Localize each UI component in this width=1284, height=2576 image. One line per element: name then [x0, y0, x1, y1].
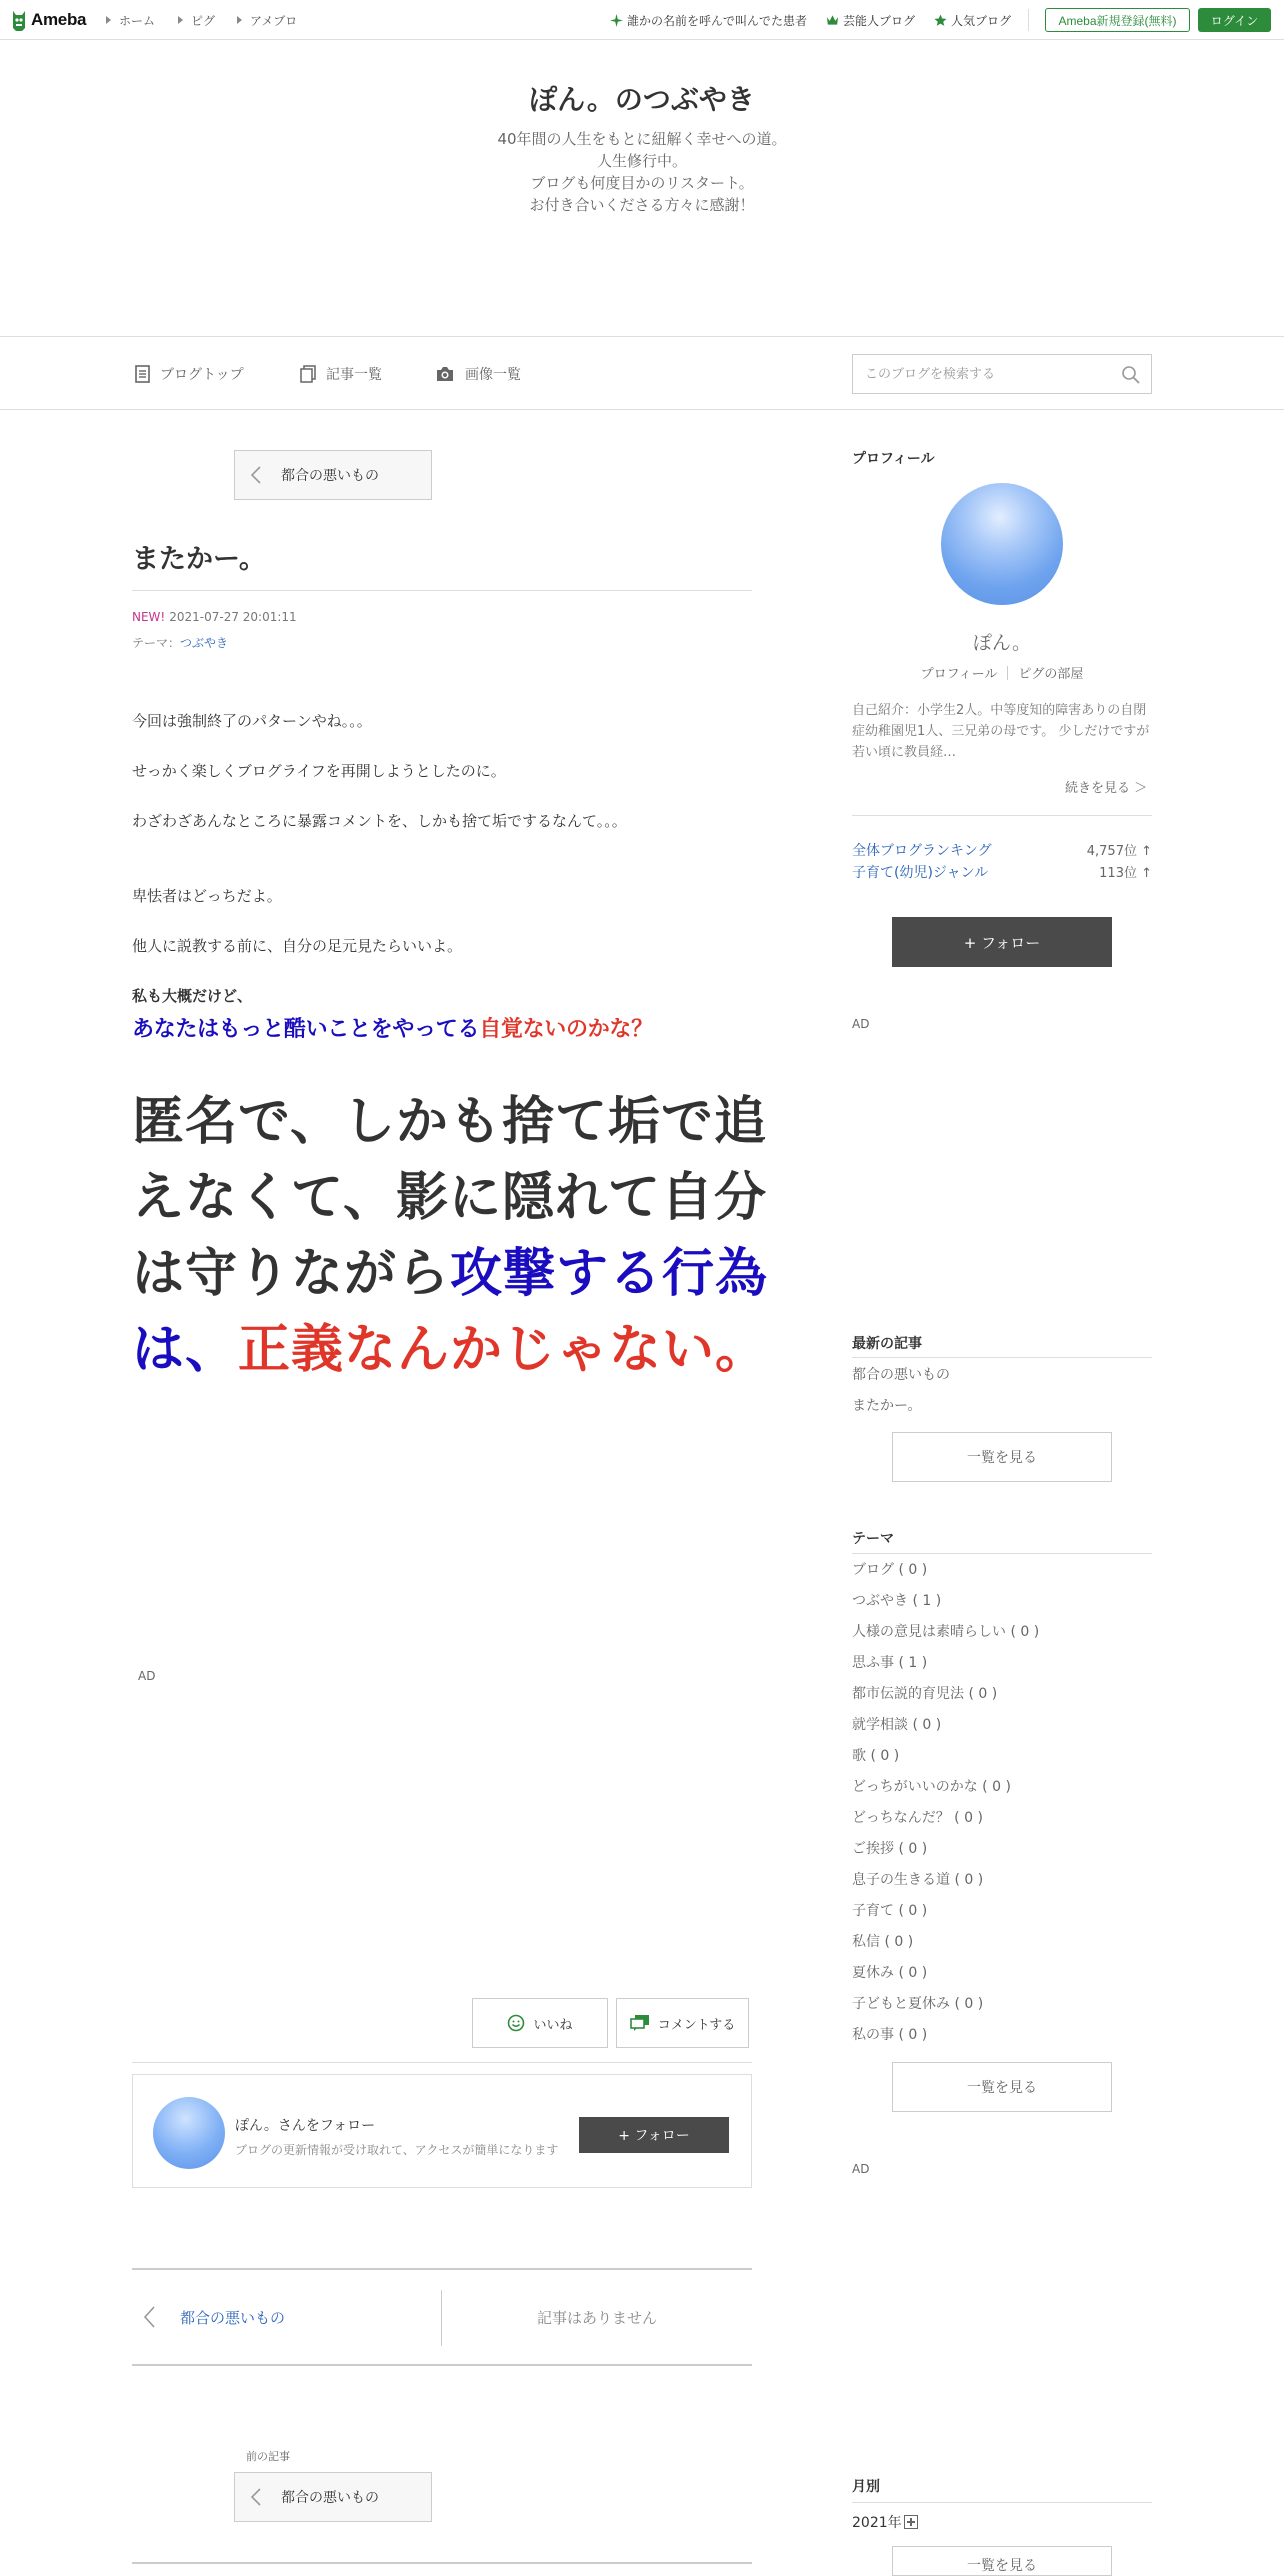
- theme-heading: テーマ: [852, 1531, 894, 1547]
- divider: [132, 2062, 752, 2063]
- list-item[interactable]: どっちなんだ？ ( 0 ): [852, 1810, 983, 1826]
- nav-home[interactable]: [106, 0, 155, 40]
- follow-button[interactable]: + フォロー: [579, 2117, 729, 2153]
- nav-pig-label: ピグ: [191, 13, 216, 28]
- chevron-left-icon: [142, 2305, 158, 2329]
- nav-ameblo[interactable]: [237, 0, 297, 40]
- divider: [1028, 9, 1029, 31]
- entry-title[interactable]: またかー。: [132, 544, 266, 575]
- image-list-link[interactable]: [435, 337, 521, 411]
- emphasis-red: 自覚ないのかな？: [479, 1017, 653, 1042]
- ranking-label: 全体ブログランキング: [852, 843, 992, 859]
- ranking-list: [852, 840, 1152, 884]
- entry-list-label: 記事一覧: [326, 367, 382, 383]
- blog-search: [852, 354, 1152, 394]
- prev-entry-button[interactable]: [234, 450, 432, 500]
- paragraph: 卑怯者はどっちだよ。: [132, 887, 282, 905]
- sidebar-follow-button[interactable]: + フォロー: [892, 917, 1112, 967]
- blog-top-label: ブログトップ: [160, 367, 244, 383]
- profile-intro: 自己紹介：小学生2人。中等度知的障害ありの自閉症幼稚園児1人、三兄弟の母です。 少しだけですが若い頃に教員経…: [852, 703, 1150, 760]
- chevron-left-icon: [247, 465, 267, 485]
- theme-label: テーマ：: [132, 636, 181, 650]
- profile-avatar[interactable]: [941, 483, 1063, 605]
- list-item[interactable]: 私信 ( 0 ): [852, 1934, 914, 1950]
- ranking-row[interactable]: [852, 862, 1152, 884]
- latest-heading: 最新の記事: [852, 1336, 922, 1352]
- entry-theme: [132, 634, 228, 651]
- nav-home-label: ホーム: [119, 13, 156, 28]
- monthly-heading: 月別: [852, 2479, 880, 2495]
- latest-see-all-button[interactable]: 一覧を見る: [892, 1432, 1112, 1482]
- popular-blog-link[interactable]: [934, 0, 1011, 40]
- ranking-row[interactable]: [852, 840, 1152, 862]
- entry-meta: [132, 610, 297, 624]
- blog-nav: [0, 336, 1284, 410]
- divider: [1007, 666, 1008, 680]
- ad-label: AD: [852, 2162, 870, 2176]
- list-item[interactable]: ブログ ( 0 ): [852, 1562, 928, 1578]
- paragraph: せっかく楽しくブログライフを再開しようとしたのに。: [132, 762, 506, 780]
- profile-links: [852, 663, 1152, 682]
- comment-button[interactable]: [616, 1998, 749, 2048]
- pig-room-link[interactable]: ピグの部屋: [1018, 667, 1084, 682]
- divider: [852, 815, 1152, 816]
- brand-name: Ameba: [31, 10, 87, 29]
- divider: [132, 590, 752, 591]
- list-item[interactable]: 都市伝説的育児法 ( 0 ): [852, 1686, 998, 1702]
- image-list-label: 画像一覧: [465, 367, 521, 383]
- list-item[interactable]: 人様の意見は素晴らしい ( 0 ): [852, 1624, 1040, 1640]
- star-icon: [934, 14, 947, 27]
- list-item[interactable]: 就学相談 ( 0 ): [852, 1717, 942, 1733]
- search-icon[interactable]: [1121, 365, 1141, 385]
- follow-card-subtitle: ブログの更新情報が受け取れて、アクセスが簡単になります: [235, 2143, 559, 2157]
- celebrity-blog-link[interactable]: [826, 0, 915, 40]
- register-button[interactable]: Ameba新規登録(無料): [1045, 8, 1190, 32]
- popular-blog-label: 人気ブログ: [951, 13, 1012, 28]
- huge-text-dark: 匿名で、しかも捨て垢で追えなくて、影に隠れて自分は守りながら: [132, 1092, 767, 1304]
- latest-list: [852, 1360, 1152, 1422]
- trending-label: 誰かの名前を呼んで叫んでた患者: [627, 13, 808, 28]
- divider: [852, 1357, 1152, 1358]
- list-item[interactable]: どっちがいいのかな ( 0 ): [852, 1779, 1011, 1795]
- read-more-link[interactable]: 続きを見る ＞: [1065, 781, 1148, 796]
- list-item[interactable]: 息子の生きる道 ( 0 ): [852, 1872, 984, 1888]
- follow-card-title: ぽん。さんをフォロー: [235, 2118, 376, 2134]
- new-badge: NEW!: [132, 610, 166, 624]
- list-item[interactable]: つぶやき ( 1 ): [852, 1593, 942, 1609]
- blog-top-link[interactable]: [135, 337, 244, 411]
- ranking-value: 4,757位 ↑: [1086, 844, 1152, 859]
- monthly-year-toggle[interactable]: [852, 2512, 918, 2532]
- comment-label: コメントする: [657, 2017, 736, 2033]
- ad-label: AD: [138, 1669, 156, 1683]
- year-label: 2021年: [852, 2515, 902, 2531]
- triangle-icon: [106, 16, 111, 24]
- profile-name[interactable]: ぽん。: [972, 632, 1032, 654]
- monthly-see-all-button[interactable]: 一覧を見る: [892, 2546, 1112, 2576]
- blog-description: 40年間の人生をもとに紐解く幸せへの道。 人生修行中。 ブログも何度目かのリスタート。 お付き合いくださる方々に感謝！: [497, 130, 787, 214]
- nav-ameblo-label: アメブロ: [250, 13, 298, 28]
- prev-entry-label: 都合の悪いもの: [281, 468, 379, 484]
- celebrity-blog-label: 芸能人ブログ: [843, 13, 916, 28]
- pager-prev-label: 都合の悪いもの: [180, 2308, 286, 2327]
- trending-link[interactable]: [610, 0, 807, 40]
- search-input[interactable]: [853, 355, 1113, 393]
- list-item[interactable]: またかー。: [852, 1398, 922, 1414]
- chevron-left-icon: [247, 2487, 267, 2507]
- ameba-mascot-icon: [10, 8, 28, 32]
- prev-entry-button-bottom[interactable]: [234, 2472, 432, 2522]
- blog-title[interactable]: ぽん。のつぶやき: [529, 83, 755, 116]
- crown-icon: [826, 14, 839, 26]
- avatar[interactable]: [153, 2097, 225, 2169]
- list-item[interactable]: 思ふ事 ( 1 ): [852, 1655, 928, 1671]
- theme-list: [852, 1555, 1152, 2051]
- document-icon: [135, 365, 150, 383]
- huge-emphasis-text: [132, 1084, 772, 1388]
- ameba-logo[interactable]: [10, 8, 86, 32]
- like-label: いいね: [533, 2017, 573, 2033]
- like-button[interactable]: [472, 1998, 608, 2048]
- ad-label: AD: [852, 1017, 870, 1031]
- paragraph: わざわざあんなところに暴露コメントを、しかも捨て垢でするなんて。。。: [132, 812, 627, 830]
- huge-text-red: 正義なんかじゃない。: [238, 1320, 769, 1380]
- triangle-icon: [178, 16, 183, 24]
- copy-icon: [300, 365, 316, 383]
- global-header: [0, 0, 1284, 40]
- list-item[interactable]: 夏休み ( 0 ): [852, 1965, 928, 1981]
- follow-card: [132, 2074, 752, 2188]
- nav-pig[interactable]: [178, 0, 215, 40]
- entry-pager: [132, 2268, 752, 2366]
- comment-icon: [630, 2014, 650, 2032]
- login-button[interactable]: ログイン: [1198, 8, 1271, 32]
- list-item[interactable]: ご挨拶 ( 0 ): [852, 1841, 928, 1857]
- entry-list-link[interactable]: [300, 337, 382, 411]
- list-item[interactable]: 子育て ( 0 ): [852, 1903, 928, 1919]
- divider: [852, 2502, 1152, 2503]
- huge-text-blue: 攻撃する行為は、: [132, 1244, 769, 1380]
- pager-next-label: 記事はありません: [536, 2308, 657, 2327]
- list-item[interactable]: 歌 ( 0 ): [852, 1748, 900, 1764]
- prev-entry-label: 都合の悪いもの: [281, 2490, 379, 2506]
- entry-datetime: 2021-07-27 20:01:11: [169, 610, 297, 624]
- profile-heading: プロフィール: [852, 451, 935, 467]
- smile-icon: [507, 2014, 525, 2032]
- sparkle-icon: [610, 14, 623, 27]
- bold-line: 私も大概だけど、: [132, 987, 253, 1005]
- paragraph: 今回は強制終了のパターンやね。。。: [132, 712, 372, 730]
- profile-link[interactable]: プロフィール: [920, 667, 998, 682]
- theme-link[interactable]: つぶやき: [180, 636, 229, 650]
- emphasis-line: [132, 1012, 653, 1043]
- prev-entry-caption: 前の記事: [246, 2450, 290, 2463]
- emphasis-blue: あなたはもっと酷いことをやってる: [132, 1017, 480, 1042]
- ranking-label: 子育て(幼児)ジャンル: [852, 865, 989, 881]
- list-item[interactable]: 子どもと夏休み ( 0 ): [852, 1996, 984, 2012]
- paragraph: 他人に説教する前に、自分の足元見たらいいよ。: [132, 937, 463, 955]
- triangle-icon: [237, 16, 242, 24]
- plus-icon: [904, 2515, 918, 2529]
- ranking-value: 113位 ↑: [1099, 866, 1152, 881]
- list-item[interactable]: 都合の悪いもの: [852, 1367, 950, 1383]
- divider: [132, 2562, 752, 2564]
- theme-see-all-button[interactable]: 一覧を見る: [892, 2062, 1112, 2112]
- divider: [852, 1553, 1152, 1554]
- pager-prev-link[interactable]: [132, 2270, 440, 2364]
- camera-icon: [435, 366, 455, 382]
- list-item[interactable]: 私の事 ( 0 ): [852, 2027, 928, 2043]
